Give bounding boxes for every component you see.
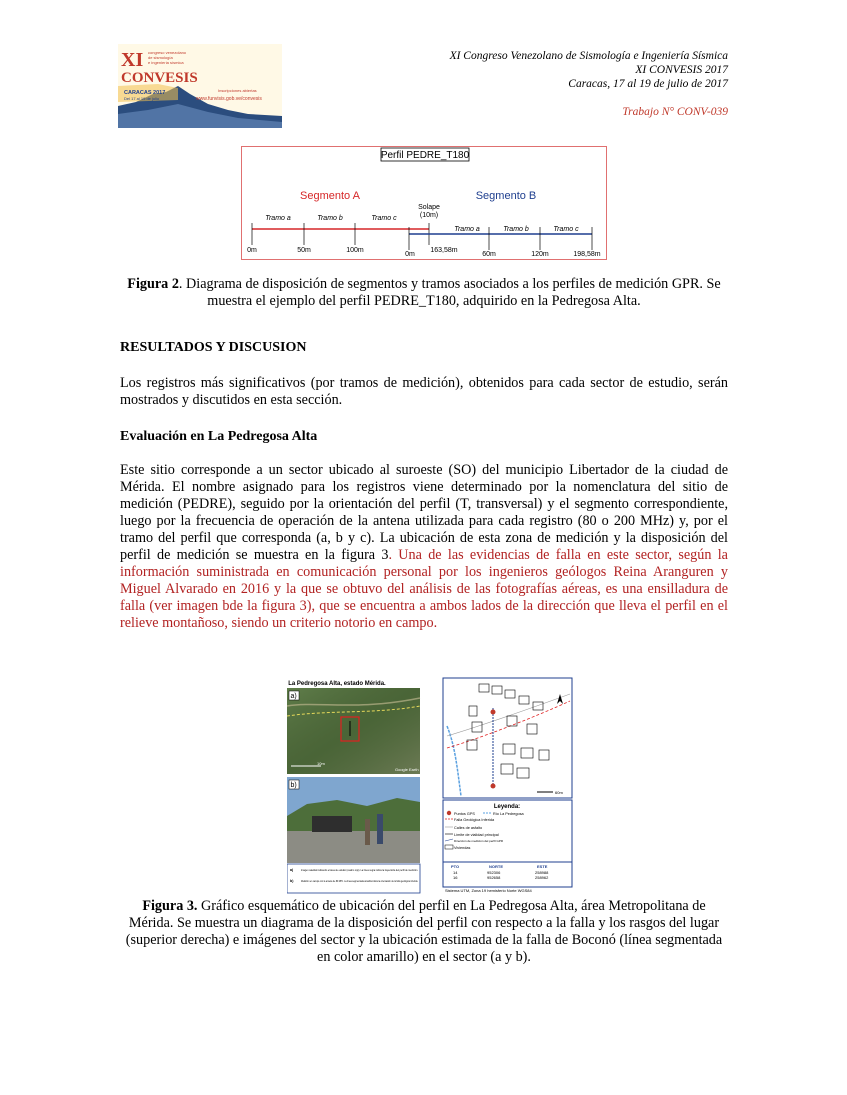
figure-3-reference: figura 3 [341, 547, 389, 563]
subsection-heading: Evaluación en La Pedregosa Alta [120, 429, 318, 444]
panel-b-label: b) [290, 782, 297, 789]
gps-table [443, 862, 572, 893]
legend-streets: Calles de asfalto [454, 826, 483, 830]
figure-2-caption-text: . Diagrama de disposición de segmentos y tramos asociados a los perfiles de medición GPR. Se muestra el ejemplo del perfil PEDRE_T180, adquirido en la Pedregosa Alta. [178, 276, 721, 309]
note-a-text: Imagen satelital indicando el área de estudio (cuadro rojo). La línea negra indica la trayectoria del perfil de medición. [301, 870, 420, 872]
google-earth-mark: Google Earth [395, 767, 419, 772]
overlap-label: Solape [418, 204, 440, 211]
field-photo [287, 777, 420, 863]
header-congress: XI Congreso Venezolano de Sismología e Ingeniería Sísmica [449, 50, 728, 62]
figure-2-diagram [241, 146, 607, 260]
header-convesis: XI CONVESIS 2017 [635, 64, 728, 76]
map-scale: 60m [555, 790, 563, 795]
logo-numeral: XI [121, 49, 144, 71]
table-r1-pto: 14 [453, 870, 458, 875]
legend-title: Leyenda: [493, 804, 521, 810]
figure-3-caption-text: Gráfico esquemático de ubicación del perfil en La Pedregosa Alta, área Metropolitana de Mérida. Se muestra un diagrama de la disposición del perfil con respecto a la falla y los rasgos del lugar (superior derecha) e imágenes del sector y la ubicación estimada de la falla de Boconó (línea segmentada en color amarillo) en el sector (a y b). [125, 898, 723, 965]
site-map [443, 678, 572, 798]
logo-name: CONVESIS [121, 70, 198, 86]
sat-scale: 10m [317, 761, 325, 766]
dist-b-0: 0m [405, 251, 415, 258]
table-r1-este: 258988 [535, 870, 549, 875]
dist-overlap: 163,58m [430, 247, 458, 254]
overlap-length: (10m) [419, 212, 439, 219]
header-dates: Caracas, 17 al 19 de julio de 2017 [568, 78, 728, 90]
tramo-b-b: Tramo b [503, 226, 529, 233]
logo-small-2: de sismología [148, 55, 173, 60]
table-h-norte: NORTE [489, 864, 503, 869]
note-a-key: a) [290, 868, 294, 872]
legend-fault: Falla Geológica Inferida [454, 818, 495, 822]
tramo-b-c: Tramo c [553, 226, 579, 233]
legend-main-road: Límite de vialidad principal [454, 833, 499, 837]
logo-dates: Del 17 al 19 de julio [124, 96, 160, 101]
figure-3-composite [287, 676, 573, 894]
table-h-este: ESTE [537, 864, 548, 869]
section-heading: RESULTADOS Y DISCUSION [120, 340, 307, 355]
table-r2-este: 258962 [535, 875, 549, 880]
logo-city: CARACAS 2017 [124, 90, 166, 96]
convesis-logo [118, 44, 282, 128]
note-b-key: b) [290, 879, 294, 883]
tramo-a-c: Tramo c [371, 215, 397, 222]
table-r1-norte: 952306 [487, 870, 501, 875]
figure-2-caption [120, 276, 728, 310]
dist-a-50: 50m [297, 247, 311, 254]
figure-2-label: Figura 2 [127, 276, 179, 292]
tramo-b-a: Tramo a [454, 226, 480, 233]
segment-b-label: Segmento B [475, 190, 537, 202]
dist-a-100: 100m [346, 247, 364, 254]
logo-small-3: e ingeniería sísmica [148, 60, 184, 65]
note-b-text: Medición en campo con la antena de 80 MHz. La línea segmentada amarilla indica la orientación de la falla geológica inferida. [301, 881, 430, 883]
segment-a-label: Segmento A [300, 190, 360, 202]
table-r2-norte: 952658 [487, 875, 501, 880]
dist-b-end: 198,58m [573, 251, 601, 258]
tramo-a-a: Tramo a [265, 215, 291, 222]
diagram-title: Perfil PEDRE_T180 [380, 150, 470, 161]
dist-b-60: 60m [482, 251, 496, 258]
logo-small-1: congreso venezolano [148, 50, 187, 55]
paragraph-pedregosa [120, 462, 728, 632]
figure-3-caption [120, 898, 728, 966]
logo-inscriptions: Inscripciones abiertas [218, 88, 257, 93]
paragraph-pedregosa-text-2: . Una de las evidencias de falla en este sector, según la información suministrada en comunicación personal por los ingenieros geólogos Reina Aranguren y Miguel Alvarado en 2016 y la que se obtuvo del análisis de las fotografías aéreas, es una ensilladura de falla (ver imagen bde la figura 3), que se encuentra a ambos lados de la dirección que lleva el perfil en el relieve montañoso, siendo un criterio notorio en campo. [120, 547, 728, 631]
panel-a-label: a) [290, 693, 297, 700]
legend-houses: Viviendas [454, 846, 471, 850]
satellite-image [287, 688, 420, 774]
paragraph-pedregosa-text: Este sitio corresponde a un sector ubicado al suroeste (SO) del municipio Libertador de la ciudad de Mérida. El nombre asignado para los registros viene determinado por la nomenclatura del sitio de medición (PEDRE), seguido por la orientación del perfil (T, transversal) y el segmento correspondiente, luego por la frecuencia de operación de la antena utilizada para cada registro (80 o 200 MHz) y, por el tramo del perfil que corresponda (a, b y c). La ubicación de esta zona de medición y la disposición del perfil de medición se muestra en la [120, 462, 728, 563]
paragraph-intro: Los registros más significativos (por tramos de medición), obtenidos para cada sector de estudio, serán mostrados y discutidos en esta sección. [120, 375, 728, 408]
dist-b-120: 120m [531, 251, 549, 258]
table-r2-pto: 16 [453, 875, 458, 880]
map-legend [443, 800, 572, 862]
fig3-title: La Pedregosa Alta, estado Mérida. [288, 681, 386, 687]
legend-river: Río La Pedregosa [493, 812, 524, 816]
header-work-number: Trabajo N° CONV-039 [622, 106, 728, 118]
figure-3-label: Figura 3. [142, 898, 198, 914]
logo-url: www.funvisis.gob.ve/convesis [196, 96, 262, 102]
utm-system: Sistema UTM, Zona 19 hemisferio Norte WGS84 [445, 888, 532, 893]
legend-direction: Dirección de medición del perfil GPR [454, 839, 504, 843]
dist-a-0: 0m [247, 247, 257, 254]
running-header [450, 49, 728, 119]
table-h-pto: PTO [451, 864, 460, 869]
legend-gps: Puntos GPS [454, 812, 475, 816]
tramo-a-b: Tramo b [317, 215, 343, 222]
